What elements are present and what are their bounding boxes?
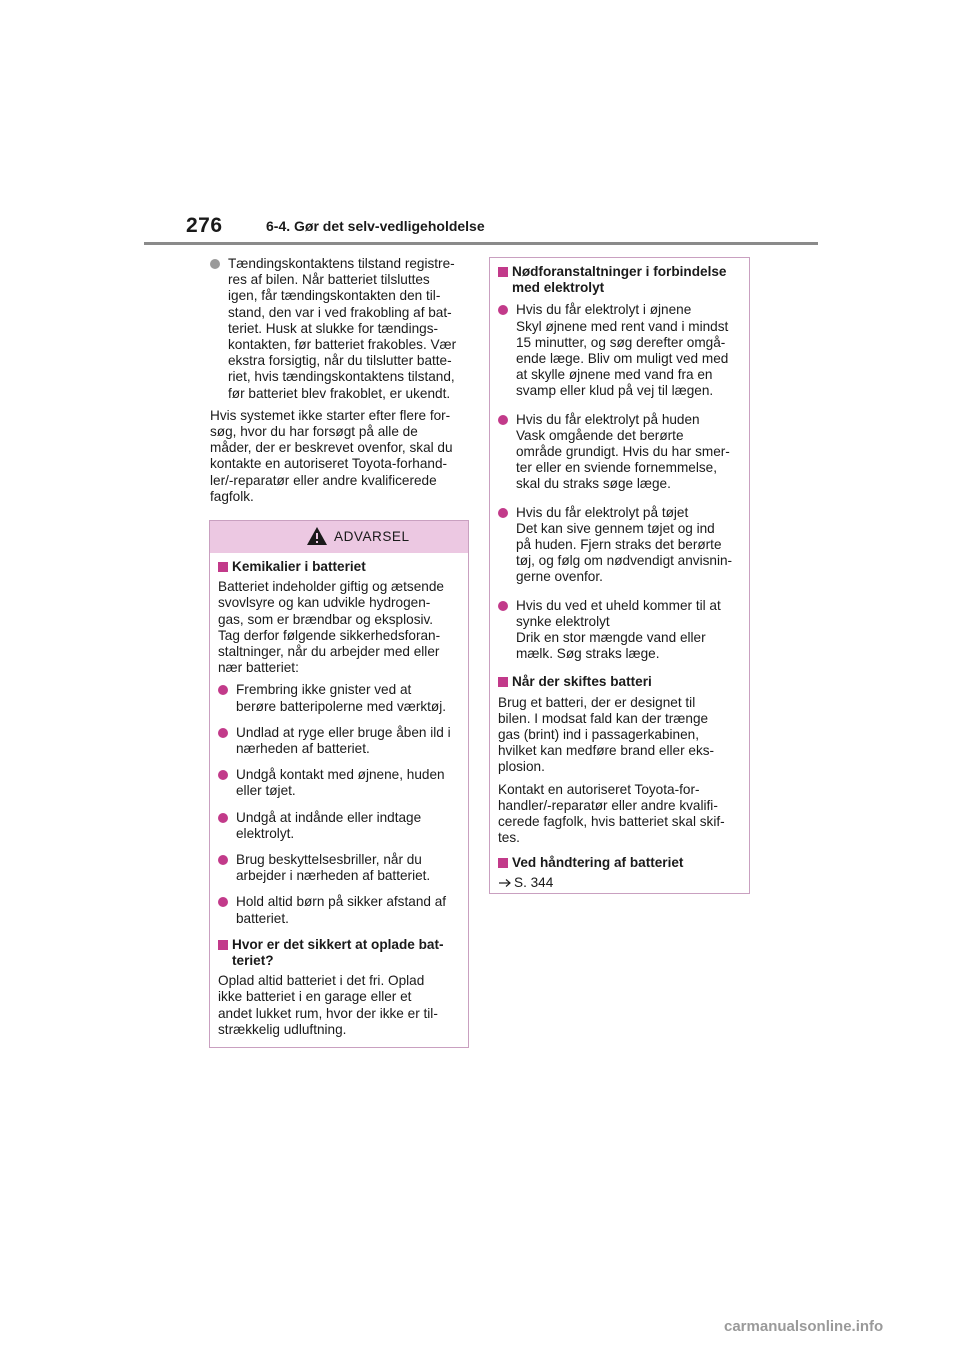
warning-triangle-icon [306, 526, 328, 546]
page-header [186, 214, 826, 254]
square-bullet-icon [218, 940, 228, 950]
list-item: Hvis du får elektrolyt i øjnene Skyl øjnene med rent vand i mindst 15 minutter, og søg derefter omgå- ende læge. Bliv om muligt ved med at skylle øjnene med vand fra en svamp eller klud på vej til lægen. [498, 302, 741, 399]
page-reference-link[interactable]: S. 344 [498, 875, 741, 891]
warning-content [210, 553, 468, 1038]
chapter-title: 6-4. Gør det selv-vedligeholdelse [266, 218, 485, 234]
paragraph: Batteriet indeholder giftig og ætsende svovlsyre og kan udvikle hydrogen- gas, som er brændbar og eksplosiv. Tag derfor følgende sikkerhedsforan- staltninger, når du arbejder med eller nær batteriet: [218, 579, 444, 676]
info-content [490, 258, 749, 891]
warning-header [210, 521, 468, 553]
bullet-dot-icon [218, 685, 228, 695]
list-item: Hvis du ved et uheld kommer til at synke elektrolyt Drik en stor mængde vand eller mælk. Søg straks læge. [498, 598, 741, 663]
list-item: Hold altid børn på sikker afstand af batteriet. [218, 894, 460, 926]
section-heading: Hvor er det sikkert at oplade bat- teriet? [218, 937, 460, 969]
left-column [210, 256, 472, 505]
warning-label: ADVARSEL [334, 529, 410, 544]
bullet-dot-icon [218, 728, 228, 738]
warning-box [209, 520, 469, 1048]
list-item: Frembring ikke gnister ved at berøre batteripolerne med værktøj. [218, 682, 460, 714]
paragraph: Oplad altid batteriet i det fri. Oplad ikke batteriet i en garage eller et andet lukket rum, hvor der ikke er til- strækkelig udluftning. [218, 973, 438, 1037]
bullet-dot-icon [498, 601, 508, 611]
square-bullet-icon [218, 562, 228, 572]
square-bullet-icon [498, 677, 508, 687]
bullet-dot-icon [218, 897, 228, 907]
list-item: Hvis du får elektrolyt på tøjet Det kan sive gennem tøjet og ind på huden. Fjern straks det berørte tøj, og følg om nødvendigt anvisnin- gerne ovenfor. [498, 505, 741, 586]
bullet-dot-icon [218, 813, 228, 823]
bullet-dot-icon [210, 259, 220, 269]
page-number: 276 [186, 214, 223, 237]
list-item: Undgå at indånde eller indtage elektrolyt. [218, 810, 460, 842]
section-heading: Kemikalier i batteriet [218, 559, 460, 575]
header-rule [144, 242, 818, 245]
square-bullet-icon [498, 858, 508, 868]
bullet-dot-icon [498, 305, 508, 315]
bullet-dot-icon [218, 770, 228, 780]
list-item: Hvis du får elektrolyt på huden Vask omgående det berørte område grundigt. Hvis du har smer- ter eller en sviende fornemmelse, skal du straks søge læge. [498, 412, 741, 493]
paragraph: Hvis systemet ikke starter efter flere for- søg, hvor du har forsøgt på alle de måder, der er beskrevet ovenfor, skal du kontakte en autoriseret Toyota-forhand- ler/-reparatør eller andre kvalificerede fagfolk. [210, 407, 453, 504]
list-item: Tændingskontaktens tilstand registre- res af bilen. Når batteriet tilsluttes igen, får tændingskontakten den til- stand, den var i ved frakobling af bat- teriet. Husk at slukke for tændings- kontakten, før batteriet frakobles. Vær ekstra forsigtig, når du tilslutter batte- riet, hvis tændingskontaktens tilstand, før batteriet blev frakoblet, er ukendt. [210, 256, 472, 402]
arrow-right-icon [498, 878, 512, 888]
section-heading: Ved håndtering af batteriet [498, 855, 741, 871]
list-item: Undgå kontakt med øjnene, huden eller tøjet. [218, 767, 460, 799]
section-heading: Nødforanstaltninger i forbindelse med elektrolyt [498, 264, 741, 296]
list-item: Brug beskyttelsesbriller, når du arbejder i nærheden af batteriet. [218, 852, 460, 884]
bullet-dot-icon [218, 855, 228, 865]
info-box [489, 257, 750, 894]
square-bullet-icon [498, 267, 508, 277]
list-item: Undlad at ryge eller bruge åben ild i nærheden af batteriet. [218, 725, 460, 757]
bullet-dot-icon [498, 415, 508, 425]
bullet-dot-icon [498, 508, 508, 518]
watermark: carmanualsonline.info [724, 1318, 884, 1335]
section-heading: Når der skiftes batteri [498, 674, 741, 690]
paragraph: Brug et batteri, der er designet til bilen. I modsat fald kan der trænge gas (brint) ind i passagerkabinen, hvilket kan medføre brand eller eks- plosion. [498, 694, 715, 775]
paragraph: Kontakt en autoriseret Toyota-for- handler/-reparatør eller andre kvalifi- cerede fagfolk, hvis batteriet skal skif- tes. [498, 781, 725, 846]
